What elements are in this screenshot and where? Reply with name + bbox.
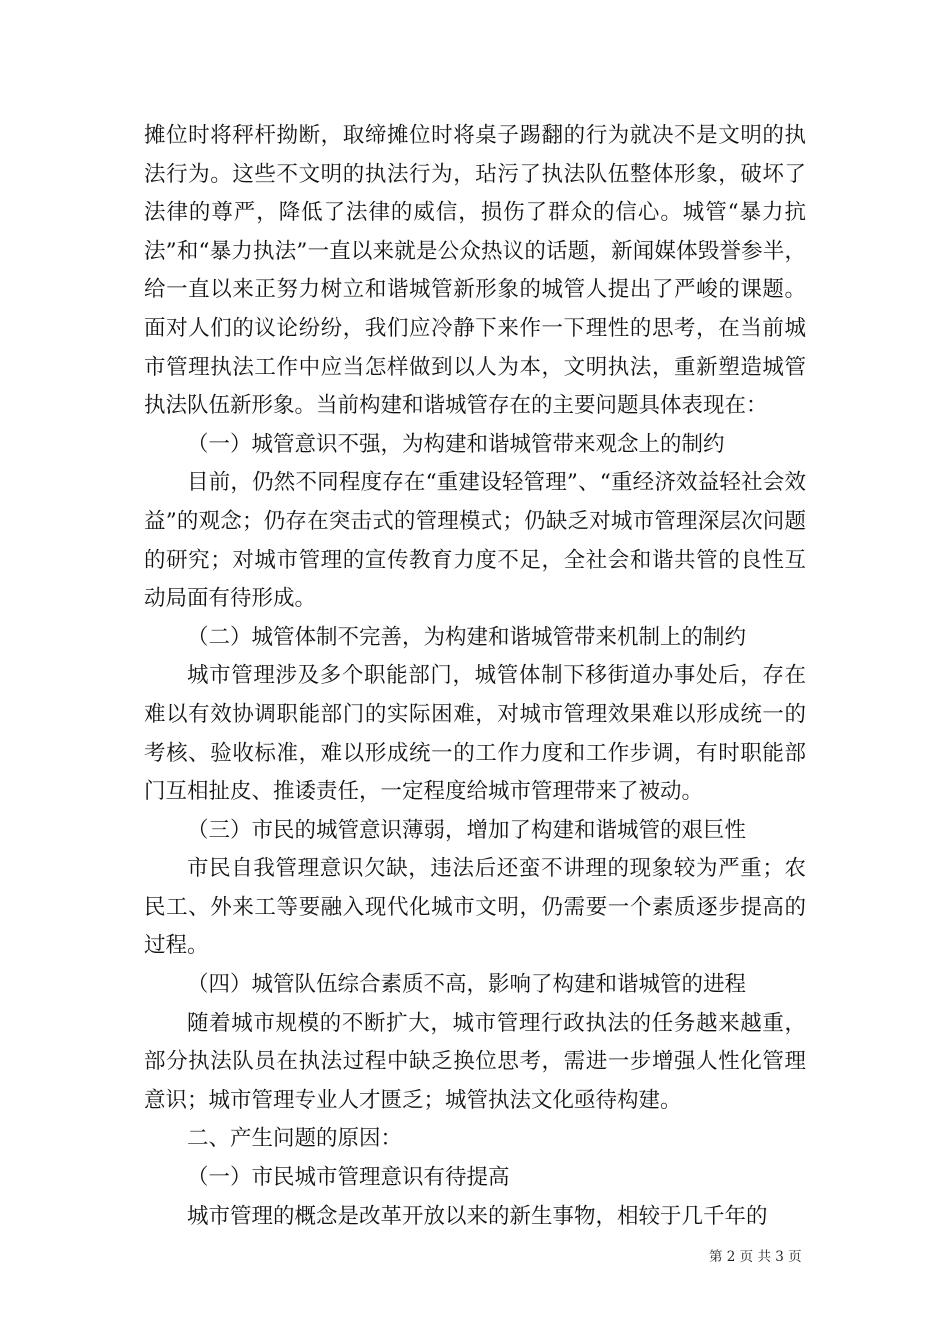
paragraph-2: 目前，仍然不同程度存在“重建设轻管理”、“重经济效益轻社会效益”的观念；仍存在突击式的管理模式；仍缺乏对城市管理深层次问题的研究；对城市管理的宣传教育力度不足，全社会和谐共管的良性互动局面有待形成。 [144,470,806,612]
section-heading-5: （一）市民城市管理意识有待提高 [187,1165,510,1191]
section-heading-1: （一）城管意识不强，为构建和谐城管带来观念上的制约 [187,431,725,457]
paragraph-3: 城市管理涉及多个职能部门，城管体制下移街道办事处后，存在难以有效协调职能部门的实际困难，对城市管理效果难以形成统一的考核、验收标准，难以形成统一的工作力度和工作步调，有时职能部门互相扯皮、推诿责任，一定程度给城市管理带来了被动。 [144,663,806,805]
section-heading-2: （二）城管体制不完善，为构建和谐城管带来机制上的制约 [187,624,747,650]
paragraph-6: 城市管理的概念是改革开放以来的新生事物，相较于几千年的 [187,1203,768,1229]
paragraph-4: 市民自我管理意识欠缺，违法后还蛮不讲理的现象较为严重；农民工、外来工等要融入现代化城市文明，仍需要一个素质逐步提高的过程。 [144,856,806,959]
paragraph-5: 随着城市规模的不断扩大，城市管理行政执法的任务越来越重，部分执法队员在执法过程中缺乏换位思考，需进一步增强人性化管理意识；城市管理专业人才匮乏；城管执法文化亟待构建。 [144,1010,806,1113]
chapter-heading-2: 二、产生问题的原因： [187,1126,403,1152]
document-body [144,117,806,1236]
section-heading-3: （三）市民的城管意识薄弱，增加了构建和谐城管的艰巨性 [187,817,747,843]
page-number-footer: 第 2 页 共 3 页 [709,1249,802,1265]
section-heading-4: （四）城管队伍综合素质不高，影响了构建和谐城管的进程 [187,972,747,998]
paragraph-1: 摊位时将秤杆拗断，取缔摊位时将桌子踢翻的行为就决不是文明的执法行为。这些不文明的执法行为，玷污了执法队伍整体形象，破坏了法律的尊严，降低了法律的威信，损伤了群众的信心。城管“暴力抗法”和“暴力执法”一直以来就是公众热议的话题，新闻媒体毁誉参半，给一直以来正努力树立和谐城管新形象的城管人提出了严峻的课题。面对人们的议论纷纷，我们应冷静下来作一下理性的思考，在当前城市管理执法工作中应当怎样做到以人为本，文明执法，重新塑造城管执法队伍新形象。当前构建和谐城管存在的主要问题具体表现在： [144,123,806,419]
